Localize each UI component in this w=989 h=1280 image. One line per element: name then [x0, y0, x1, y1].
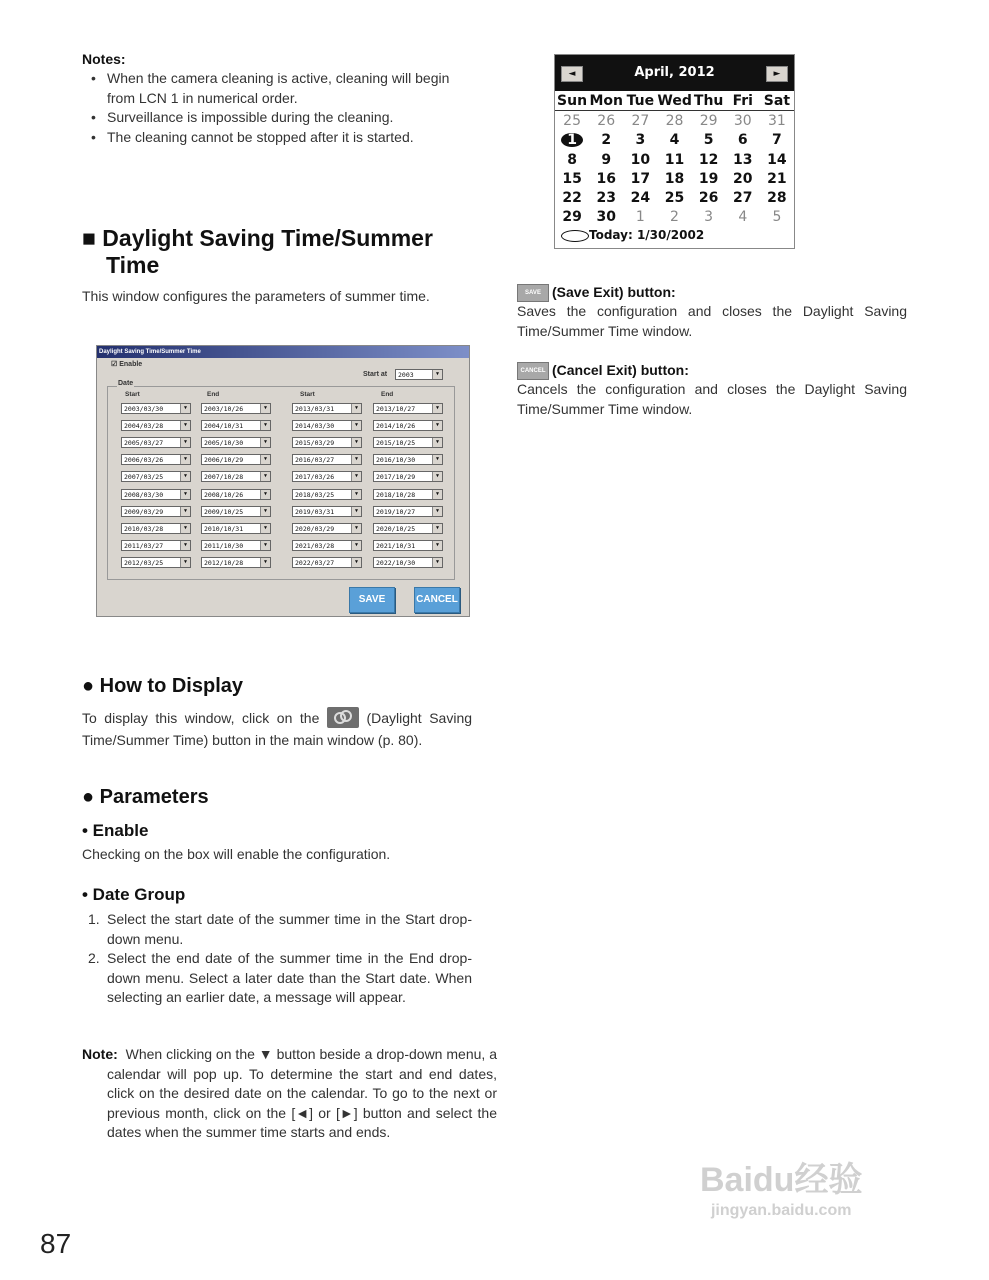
- dropdown-arrow-icon[interactable]: ▼: [260, 558, 270, 567]
- calendar-dow: Tue: [623, 91, 657, 111]
- calendar-day[interactable]: 8: [567, 151, 577, 168]
- dropdown-arrow-icon[interactable]: ▼: [432, 524, 442, 533]
- dropdown-arrow-icon[interactable]: ▼: [432, 558, 442, 567]
- col-end-left: End: [207, 391, 220, 398]
- cancel-exit-desc: Cancels the configuration and closes the Daylight Saving Time/Summer Time window.: [517, 381, 907, 417]
- save-exit-block: [517, 282, 907, 341]
- calendar-day[interactable]: 17: [630, 170, 651, 187]
- date-select[interactable]: 2021/03/28 ▼: [292, 540, 362, 551]
- calendar-day[interactable]: 7: [772, 132, 782, 149]
- date-select[interactable]: 2009/10/25 ▼: [201, 506, 271, 517]
- calendar-dow: Wed: [657, 91, 691, 111]
- date-select[interactable]: 2007/10/28 ▼: [201, 471, 271, 482]
- dropdown-arrow-icon[interactable]: ▼: [260, 421, 270, 430]
- calendar-day[interactable]: 22: [562, 190, 582, 207]
- dropdown-arrow-icon[interactable]: ▼: [260, 455, 270, 464]
- calendar-day[interactable]: 29: [562, 209, 582, 226]
- dropdown-arrow-icon[interactable]: ▼: [180, 438, 190, 447]
- calendar-day[interactable]: 25: [563, 112, 581, 129]
- calendar-day[interactable]: 30: [733, 112, 752, 129]
- circle-bullet-icon: ●: [82, 675, 95, 697]
- date-select[interactable]: 2008/03/30 ▼: [121, 489, 191, 500]
- dropdown-arrow-icon[interactable]: ▼: [351, 490, 361, 499]
- note-label: Note:: [82, 1046, 118, 1062]
- enable-heading: • Enable: [82, 821, 149, 840]
- dropdown-arrow-icon[interactable]: ▼: [351, 438, 361, 447]
- date-select[interactable]: 2019/03/31 ▼: [292, 506, 362, 517]
- date-select[interactable]: 2006/03/26 ▼: [121, 454, 191, 465]
- date-select[interactable]: 2004/03/28 ▼: [121, 420, 191, 431]
- calendar-day[interactable]: 16: [596, 170, 616, 187]
- calendar-dow: Sat: [760, 91, 794, 111]
- section-intro: This window configures the parameters of summer time.: [82, 288, 430, 304]
- date-select[interactable]: 2014/03/30 ▼: [292, 420, 362, 431]
- calendar-day[interactable]: 3: [635, 132, 646, 149]
- calendar-day[interactable]: 28: [665, 112, 684, 129]
- cancel-button[interactable]: CANCEL: [414, 587, 460, 613]
- dst-window-title: Daylight Saving Time/Summer Time: [97, 346, 469, 358]
- calendar-day[interactable]: 15: [562, 170, 582, 187]
- dropdown-arrow-icon[interactable]: ▼: [351, 472, 361, 481]
- dropdown-arrow-icon[interactable]: ▼: [432, 455, 442, 464]
- enable-desc: Checking on the box will enable the configuration.: [82, 846, 391, 862]
- note-text: When clicking on the ▼ button beside a drop-down menu, a calendar will pop up. To determine the start and end dates, click on the desired date on the calendar. To go to the next or previous month, click on the [◄] or [►] button and select the dates when the summer time starts and ends.: [107, 1046, 498, 1140]
- start-at-label: Start at: [363, 371, 388, 378]
- dropdown-arrow-icon[interactable]: ▼: [260, 472, 270, 481]
- date-select[interactable]: 2017/03/26 ▼: [292, 471, 362, 482]
- calendar-dow: Sun: [555, 91, 589, 111]
- dropdown-arrow-icon[interactable]: ▼: [432, 421, 442, 430]
- date-select[interactable]: 2018/03/25 ▼: [292, 489, 362, 500]
- parameters-heading: ● Parameters: [82, 786, 209, 808]
- date-select[interactable]: 2013/03/31 ▼: [292, 403, 362, 414]
- calendar-day[interactable]: 20: [733, 170, 753, 187]
- calendar-day[interactable]: 19: [698, 170, 719, 187]
- start-at-select[interactable]: 2003 ▼: [395, 369, 443, 380]
- date-select[interactable]: 2022/03/27 ▼: [292, 557, 362, 568]
- notes-list: [82, 69, 472, 147]
- calendar-day[interactable]: 4: [738, 209, 748, 226]
- date-group-step: 2. Select the end date of the summer time in the End drop-down menu. Select a later date than the Start date. When selecting an earlier date, a message will appear.: [88, 950, 472, 1005]
- how-to-display-heading: ● How to Display: [82, 675, 244, 697]
- date-select[interactable]: 2022/10/30 ▼: [373, 557, 443, 568]
- calendar-day[interactable]: 3: [704, 209, 714, 226]
- date-select[interactable]: 2013/10/27 ▼: [373, 403, 443, 414]
- calendar-day[interactable]: 25: [664, 190, 685, 207]
- date-select[interactable]: 2012/03/25 ▼: [121, 557, 191, 568]
- save-button[interactable]: SAVE: [349, 587, 395, 613]
- calendar-day[interactable]: 30: [596, 209, 616, 226]
- dropdown-arrow-icon[interactable]: ▼: [351, 558, 361, 567]
- circle-bullet-icon: ●: [82, 786, 95, 808]
- calendar-day[interactable]: 5: [703, 132, 714, 149]
- dropdown-arrow-icon[interactable]: ▼: [351, 507, 361, 516]
- dropdown-arrow-icon[interactable]: ▼: [180, 404, 190, 413]
- date-select[interactable]: 2005/10/30 ▼: [201, 437, 271, 448]
- dropdown-arrow-icon[interactable]: ▼: [432, 541, 442, 550]
- date-select[interactable]: 2010/03/28 ▼: [121, 523, 191, 534]
- section-title: ■ Daylight Saving Time/Summer Time: [82, 225, 433, 278]
- calendar-day[interactable]: 18: [664, 170, 685, 187]
- page-number: 87: [40, 1228, 72, 1259]
- calendar-day[interactable]: 1: [635, 209, 645, 226]
- how-to-display-text: To display this window, click on the (Daylight Saving Time/Summer Time) button in the main window (p. 80).: [82, 708, 472, 750]
- dropdown-arrow-icon[interactable]: ▼: [180, 472, 190, 481]
- date-select[interactable]: 2009/03/29 ▼: [121, 506, 191, 517]
- calendar-dow: Thu: [692, 91, 726, 111]
- prev-month-button[interactable]: ◄: [561, 66, 583, 82]
- date-select[interactable]: 2004/10/31 ▼: [201, 420, 271, 431]
- baidu-watermark: Baidu经验 jingyan.baidu.com: [700, 1161, 863, 1219]
- dropdown-arrow-icon[interactable]: ▼: [432, 507, 442, 516]
- calendar-day[interactable]: 6: [737, 132, 748, 149]
- dropdown-arrow-icon[interactable]: ▼: [180, 421, 190, 430]
- dropdown-arrow-icon[interactable]: ▼: [260, 507, 270, 516]
- date-select[interactable]: 2015/03/29 ▼: [292, 437, 362, 448]
- calendar-day[interactable]: 23: [596, 190, 616, 207]
- date-select[interactable]: 2003/10/26 ▼: [201, 403, 271, 414]
- date-select[interactable]: 2011/10/30 ▼: [201, 540, 271, 551]
- date-select[interactable]: 2006/10/29 ▼: [201, 454, 271, 465]
- date-select[interactable]: 2011/03/27 ▼: [121, 540, 191, 551]
- dropdown-arrow-icon[interactable]: ▼: [180, 455, 190, 464]
- calendar-dow: Fri: [726, 91, 760, 111]
- save-button-icon: SAVE: [517, 284, 549, 302]
- calendar-day[interactable]: 14: [767, 151, 787, 168]
- calendar-day[interactable]: 10: [630, 151, 651, 168]
- dst-main-button-icon: [327, 707, 359, 728]
- date-select[interactable]: 2018/10/28 ▼: [373, 489, 443, 500]
- calendar-day[interactable]: 27: [733, 190, 753, 207]
- date-select[interactable]: 2016/03/27 ▼: [292, 454, 362, 465]
- calendar-day[interactable]: 9: [601, 151, 612, 168]
- calendar-day[interactable]: 26: [597, 112, 616, 129]
- dropdown-arrow-icon[interactable]: ▼: [180, 507, 190, 516]
- calendar-header: [555, 55, 794, 91]
- calendar-day[interactable]: 21: [767, 170, 787, 187]
- notes-item: • Surveillance is impossible during the cleaning.: [82, 108, 472, 128]
- col-start-left: Start: [125, 391, 140, 398]
- date-group-heading: • Date Group: [82, 885, 186, 904]
- col-end-right: End: [381, 391, 394, 398]
- dropdown-arrow-icon[interactable]: ▼: [260, 524, 270, 533]
- date-select[interactable]: 2014/10/26 ▼: [373, 420, 443, 431]
- dropdown-arrow-icon[interactable]: ▼: [180, 541, 190, 550]
- cancel-exit-block: [517, 360, 907, 419]
- enable-checkbox[interactable]: ☑ Enable: [111, 361, 143, 368]
- dropdown-arrow-icon[interactable]: ▼: [351, 404, 361, 413]
- dropdown-arrow-icon[interactable]: ▼: [260, 404, 270, 413]
- date-group-steps: [82, 910, 472, 1008]
- today-circle-icon: [561, 230, 589, 242]
- date-select[interactable]: 2007/03/25 ▼: [121, 471, 191, 482]
- date-select[interactable]: 2016/10/30 ▼: [373, 454, 443, 465]
- calendar-day[interactable]: 2: [670, 209, 679, 226]
- date-select[interactable]: 2005/03/27 ▼: [121, 437, 191, 448]
- date-select[interactable]: 2008/10/26 ▼: [201, 489, 271, 500]
- calendar-day[interactable]: 28: [767, 190, 787, 207]
- calendar-day[interactable]: 1: [555, 131, 589, 150]
- dropdown-arrow-icon[interactable]: ▼: [351, 421, 361, 430]
- calendar-day[interactable]: 13: [733, 151, 753, 168]
- notes-item: • The cleaning cannot be stopped after it is started.: [82, 128, 472, 148]
- dropdown-arrow-icon[interactable]: ▼: [351, 541, 361, 550]
- calendar-day[interactable]: 4: [669, 132, 680, 149]
- dropdown-arrow-icon[interactable]: ▼: [351, 524, 361, 533]
- calendar-dow: Mon: [589, 91, 623, 111]
- dropdown-arrow-icon[interactable]: ▼: [351, 455, 361, 464]
- calendar-day[interactable]: 24: [630, 190, 651, 207]
- col-start-right: Start: [300, 391, 315, 398]
- date-select[interactable]: 2019/10/27 ▼: [373, 506, 443, 517]
- dropdown-arrow-icon[interactable]: ▼: [180, 558, 190, 567]
- cancel-button-icon: CANCEL: [517, 362, 549, 380]
- calendar-month-title: April, 2012: [634, 65, 715, 80]
- date-select[interactable]: 2017/10/29 ▼: [373, 471, 443, 482]
- calendar-day[interactable]: 11: [664, 151, 685, 168]
- date-select[interactable]: 2015/10/25 ▼: [373, 437, 443, 448]
- date-select[interactable]: 2012/10/28 ▼: [201, 557, 271, 568]
- cancel-exit-title: (Cancel Exit) button:: [552, 362, 689, 378]
- dropdown-arrow-icon[interactable]: ▼: [432, 370, 442, 379]
- save-exit-desc: Saves the configuration and closes the Daylight Saving Time/Summer Time window.: [517, 303, 907, 339]
- date-group-label: Date: [118, 380, 134, 387]
- dropdown-arrow-icon[interactable]: ▼: [260, 438, 270, 447]
- dropdown-arrow-icon[interactable]: ▼: [260, 541, 270, 550]
- date-select[interactable]: 2021/10/31 ▼: [373, 540, 443, 551]
- calendar-day[interactable]: 31: [768, 112, 786, 129]
- notes-block: [82, 50, 472, 147]
- date-select[interactable]: 2010/10/31 ▼: [201, 523, 271, 534]
- calendar-today[interactable]: Today: 1/30/2002: [555, 227, 794, 243]
- next-month-button[interactable]: ►: [766, 66, 788, 82]
- notes-item: • When the camera cleaning is active, cleaning will begin from LCN 1 in numerical order.: [82, 69, 472, 108]
- calendar-day[interactable]: 26: [698, 190, 719, 207]
- calendar-grid: [555, 91, 794, 227]
- calendar-day[interactable]: 12: [698, 151, 719, 168]
- calendar-day[interactable]: 27: [631, 112, 650, 129]
- notes-title: Notes:: [82, 51, 126, 67]
- dropdown-arrow-icon[interactable]: ▼: [180, 490, 190, 499]
- dropdown-arrow-icon[interactable]: ▼: [432, 472, 442, 481]
- save-exit-title: (Save Exit) button:: [552, 284, 676, 300]
- dst-window: [96, 345, 470, 617]
- dropdown-arrow-icon[interactable]: ▼: [432, 490, 442, 499]
- date-select[interactable]: 2020/03/29 ▼: [292, 523, 362, 534]
- dropdown-arrow-icon[interactable]: ▼: [432, 404, 442, 413]
- date-group-step: 1. Select the start date of the summer time in the Start drop-down menu.: [88, 911, 472, 947]
- calendar-day[interactable]: 29: [699, 112, 718, 129]
- date-select[interactable]: 2003/03/30 ▼: [121, 403, 191, 414]
- dropdown-arrow-icon[interactable]: ▼: [180, 524, 190, 533]
- dropdown-arrow-icon[interactable]: ▼: [260, 490, 270, 499]
- date-group-note: [82, 1045, 497, 1143]
- square-bullet-icon: ■: [82, 225, 96, 251]
- calendar-day[interactable]: 5: [772, 209, 782, 226]
- calendar-day[interactable]: 2: [601, 132, 612, 149]
- date-select[interactable]: 2020/10/25 ▼: [373, 523, 443, 534]
- calendar-popup: [554, 54, 795, 249]
- dropdown-arrow-icon[interactable]: ▼: [432, 438, 442, 447]
